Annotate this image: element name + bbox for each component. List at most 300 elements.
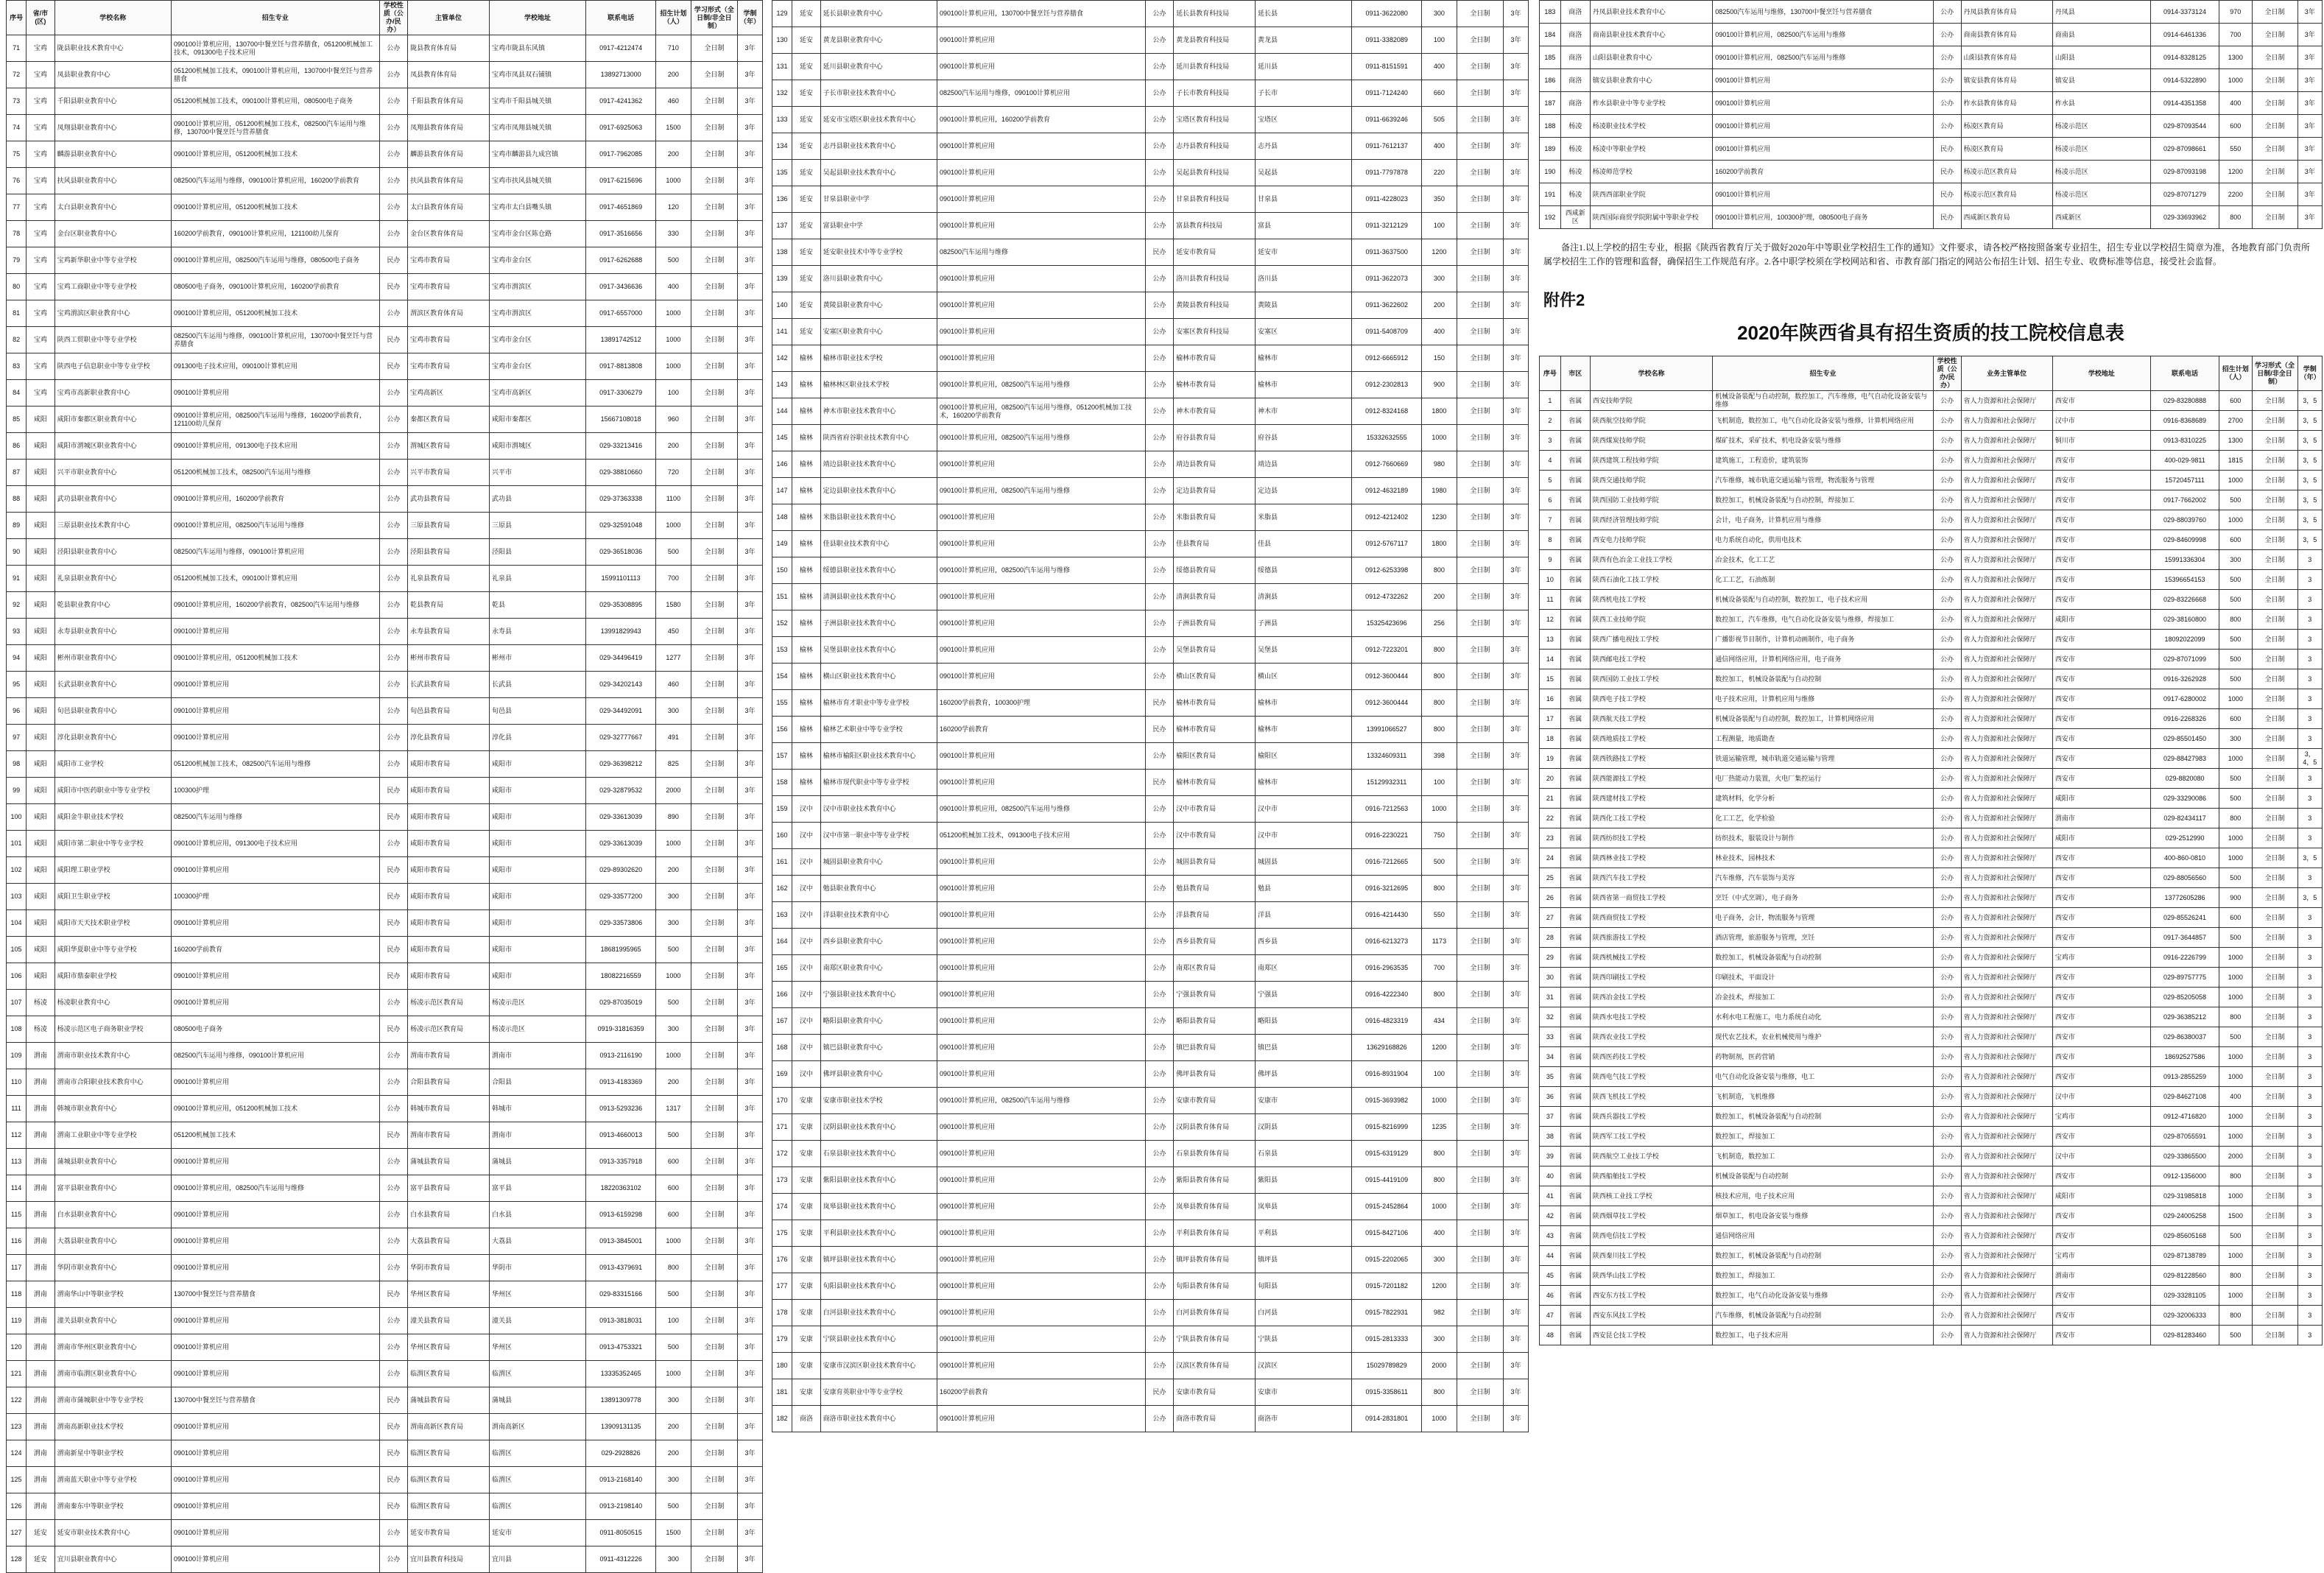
table-cell: 全日制 [691,274,737,300]
table-cell: 公办 [379,619,407,645]
table-cell: 1000 [1422,425,1457,451]
table-cell: 3年 [2297,138,2322,161]
table-cell: 500 [656,1281,691,1308]
table-cell: 25 [1540,868,1561,888]
table-cell: 全日制 [2252,510,2297,530]
table-cell: 107 [7,990,27,1016]
table-cell: 省属 [1560,1226,1590,1246]
table-cell: 090100计算机应用 [171,725,379,751]
table-cell: 15991101113 [586,566,656,592]
table-cell: 154 [772,664,792,690]
table-cell: 乾县 [489,592,585,619]
table-cell: 0911-8151591 [1352,54,1422,80]
table-cell: 3年 [1503,292,1528,319]
table-cell: 3年 [737,539,762,566]
table-cell: 0913-3818031 [586,1308,656,1334]
table-cell: 3年 [737,1308,762,1334]
table-row [7,1334,763,1361]
table-cell: 渭南市临渭区职业教育中心 [54,1361,171,1387]
table-cell: 宝鸡市金台区 [489,327,585,353]
table-cell: 3年 [1503,823,1528,849]
table-cell: 3 [2297,630,2322,650]
table-cell: 090100计算机应用 [937,266,1145,292]
table-cell: 陕西核工业技工学校 [1590,1186,1712,1206]
table-cell: 民办 [1933,206,1961,229]
table-cell: 省属 [1560,789,1590,809]
table-cell: 省属 [1560,709,1590,729]
table-cell: 安康 [792,1114,820,1141]
table-cell: 全日制 [691,1122,737,1149]
table-cell: 029-34496419 [586,645,656,672]
table-cell: 029-35308895 [586,592,656,619]
table-row [7,963,763,990]
table-cell: 公办 [379,566,407,592]
table-body [7,35,763,1573]
table-cell: 公办 [1145,1406,1173,1432]
table-cell: 全日制 [2252,24,2297,46]
table-cell: 3年 [737,619,762,645]
table-cell: 纺织技术，服装设计与制作 [1713,828,1934,848]
table-cell: 全日制 [2252,1166,2297,1186]
table-cell: 公办 [1145,398,1173,425]
table-cell: 500 [2219,650,2252,669]
table-cell: 民办 [379,1016,407,1043]
table-cell: 0913-2168140 [586,1467,656,1493]
table-cell: 陕西烟草技工学校 [1590,1206,1712,1226]
table-cell: 全日制 [2252,650,2297,669]
table-cell: 全日制 [2252,1306,2297,1326]
table-cell: 榆林市职业技术学校 [820,345,937,372]
table-cell: 渭南秦东中等职业学校 [54,1493,171,1520]
table-cell: 全日制 [2252,451,2297,471]
table-cell: 全日制 [691,1308,737,1334]
table-cell: 3年 [1503,1353,1528,1379]
table-cell: 公办 [379,1096,407,1122]
table-cell: 全日制 [691,672,737,698]
table-cell: 全日制 [1457,478,1503,504]
table-cell: 榆林 [792,345,820,372]
table-cell: 咸阳市教育局 [408,831,490,857]
table-cell: 陕西地质技工学校 [1590,729,1712,749]
table-cell: 029-84609998 [2150,530,2219,550]
table-cell: 350 [1422,186,1457,213]
table-cell: 民办 [379,1440,407,1467]
table-cell: 0911-3637500 [1352,239,1422,266]
table-cell: 公办 [1933,530,1961,550]
table-cell: 全日制 [1457,186,1503,213]
table-cell: 188 [1540,115,1561,138]
table-cell: 省人力资源和社会保障厅 [1961,570,2052,590]
table-cell: 甘泉县职业中学 [820,186,937,213]
table-cell: 71 [7,35,27,62]
table-cell: 公办 [1933,1047,1961,1067]
table-cell: 公办 [1933,848,1961,868]
table-cell: 029-32879532 [586,778,656,804]
table-cell: 600 [2219,709,2252,729]
table-cell: 300 [656,1387,691,1414]
table-cell: 3年 [1503,239,1528,266]
table-cell: 省人力资源和社会保障厅 [1961,769,2052,789]
table-cell: 13324609311 [1352,743,1422,770]
table-cell: 全日制 [2252,1067,2297,1087]
table-cell: 090100计算机应用 [1713,183,1934,206]
table-cell: 全日制 [691,407,737,433]
table-cell: 029-81228560 [2150,1266,2219,1286]
table-cell: 咸阳 [27,778,54,804]
table-cell: 全日制 [1457,398,1503,425]
table-cell: 128 [7,1546,27,1573]
table-cell: 全日制 [1457,743,1503,770]
table-row [1540,115,2323,138]
table-cell: 全日制 [691,1255,737,1281]
table-cell: 100 [656,380,691,407]
table-cell: 广播影视节目制作，计算机动画制作，电子商务 [1713,630,1934,650]
table-cell: 全日制 [691,115,737,141]
table-cell: 125 [7,1467,27,1493]
table-cell: 0912-2302813 [1352,372,1422,398]
table-row [1540,809,2323,828]
table-cell: 400 [1422,319,1457,345]
table-cell: 0915-3358611 [1352,1379,1422,1406]
table-row [772,1194,1529,1220]
table-row [7,1043,763,1069]
table-cell: 咸阳市 [489,963,585,990]
table-cell: 渭南市教育局 [408,1122,490,1149]
table-cell: 彬州市 [489,645,585,672]
table-cell: 省属 [1560,1166,1590,1186]
table-cell: 西安市 [2052,391,2150,411]
table-cell: 全日制 [1457,425,1503,451]
table-row [1540,769,2323,789]
table-cell: 公办 [379,1202,407,1228]
table-cell: 0917-6925063 [586,115,656,141]
table-cell: 256 [1422,610,1457,637]
table-cell: 160200学前教育 [937,717,1145,743]
table-cell: 090100计算机应用 [937,451,1145,478]
table-cell: 3年 [2297,115,2322,138]
table-cell: 汉中 [792,876,820,902]
table-row [7,645,763,672]
table-cell: 长武县职业教育中心 [54,672,171,698]
table-cell: 123 [7,1414,27,1440]
table-cell: 汉中 [792,902,820,929]
table-cell: 116 [7,1228,27,1255]
table-cell: 0912-4212402 [1352,504,1422,531]
table-cell: 扶风县职业教育中心 [54,168,171,194]
table-cell: 安塞区教育科技局 [1174,319,1256,345]
table-cell: 安康 [792,1326,820,1353]
table-cell: 公办 [379,1043,407,1069]
table-cell: 华阴市职业教育中心 [54,1255,171,1281]
table-cell: 700 [656,566,691,592]
table-cell: 全日制 [691,1281,737,1308]
table-cell: 咸阳市教育局 [408,937,490,963]
table-cell: 3 [2297,1186,2322,1206]
table-cell: 082500汽车运用与维修 [937,239,1145,266]
table-cell: 1 [1540,391,1561,411]
table-row [772,107,1529,133]
table-cell: 全日制 [1457,876,1503,902]
table-row [772,1061,1529,1088]
table-row [1540,391,2323,411]
table-cell: 164 [772,929,792,955]
table-cell: 咸阳市教育局 [408,751,490,778]
table-cell: 西安市 [2052,630,2150,650]
table-cell: 数控加工，焊接加工 [1713,1266,1934,1286]
table-cell: 民办 [379,1387,407,1414]
table-cell: 6 [1540,490,1561,510]
table-cell: 榆林林区职业技术学校 [820,372,937,398]
table-cell: 榆林市 [1255,690,1351,717]
table-cell: 公办 [379,831,407,857]
table-cell: 150 [1422,345,1457,372]
table-cell: 大荔县教育局 [408,1228,490,1255]
table-cell: 安康 [792,1247,820,1273]
table-cell: 杨凌示范区 [489,990,585,1016]
table-cell: 白河县职业技术教育中心 [820,1300,937,1326]
table-cell: 3年 [737,884,762,910]
table-cell: 柞水县职业中等专业学校 [1590,92,1712,115]
table-cell: 渭南 [27,1281,54,1308]
table-row [772,1406,1529,1432]
table-cell: 090100计算机应用 [937,160,1145,186]
table-cell: 153 [772,637,792,664]
table-cell: 3年 [1503,27,1528,54]
table-cell: 公办 [379,751,407,778]
table-cell: 省人力资源和社会保障厅 [1961,1147,2052,1166]
table-cell: 勉县 [1255,876,1351,902]
table-cell: 铜川市 [2052,431,2150,451]
table-cell: 090100计算机应用，082500汽车运用与维修 [1713,46,1934,69]
table-cell: 全日制 [1457,1061,1503,1088]
table-cell: 乾县职业教育中心 [54,592,171,619]
table-cell: 全日制 [2252,948,2297,968]
table-cell: 陕西航空工业技工学校 [1590,1147,1712,1166]
table-cell: 渭南市教育局 [408,1043,490,1069]
table-cell: 榆林市教育局 [1174,770,1256,796]
table-cell: 051200机械加工技术，090100计算机应用，130700中餐烹饪与营养膳食 [171,62,379,88]
table-cell: 800 [2219,1166,2252,1186]
table-cell: 镇坪县教育体育局 [1174,1247,1256,1273]
table-cell: 省属 [1560,1027,1590,1047]
table-cell: 省人力资源和社会保障厅 [1961,1306,2052,1326]
table-cell: 029-37363338 [586,486,656,513]
table-cell: 0917-6215696 [586,168,656,194]
table-cell: 全日制 [1457,637,1503,664]
table-cell: 大荔县 [489,1228,585,1255]
table-cell: 3年 [737,380,762,407]
table-cell: 全日制 [1457,584,1503,610]
table-cell: 省属 [1560,749,1590,769]
table-cell: 公办 [1145,80,1173,107]
table-cell: 800 [2219,809,2252,828]
table-row [1540,1007,2323,1027]
table-cell: 榆林艺术职业中等专业学校 [820,717,937,743]
table-cell: 0915-4419109 [1352,1167,1422,1194]
table-cell: 全日制 [691,141,737,168]
table-cell: 090100计算机应用 [937,1008,1145,1035]
table-cell: 3年 [737,698,762,725]
table-cell: 全日制 [1457,1300,1503,1326]
table-cell: 咸阳理工职业学校 [54,857,171,884]
table-cell: 全日制 [2252,709,2297,729]
table-cell: 省人力资源和社会保障厅 [1961,1047,2052,1067]
table-cell: 149 [772,531,792,557]
table-cell: 全日制 [2252,630,2297,650]
table-cell: 宝鸡市高新职业教育中心 [54,380,171,407]
table-cell: 090100计算机应用 [1713,92,1934,115]
table-cell: 090100计算机应用 [171,857,379,884]
table-cell: 省属 [1560,988,1590,1007]
table-cell: 汉阴县教育体育局 [1174,1114,1256,1141]
table-cell: 0911-3622080 [1352,1,1422,27]
table-cell: 3 [2297,1107,2322,1127]
table-cell: 090100计算机应用，091300电子技术应用 [171,433,379,460]
table-cell: 全日制 [691,433,737,460]
table-cell: 3年 [737,407,762,433]
table-cell: 全日制 [1457,1141,1503,1167]
table-cell: 97 [7,725,27,751]
table-cell: 省属 [1560,610,1590,630]
table-cell: 082500汽车运用与维修，090100计算机应用，160200学前教育 [171,168,379,194]
table-row [772,982,1529,1008]
table-cell: 渭南市 [489,1043,585,1069]
table-row [772,1220,1529,1247]
table-cell: 0917-7962085 [586,141,656,168]
table-cell: 渭南市 [2052,809,2150,828]
table-cell: 118 [7,1281,27,1308]
table-row [1540,1166,2323,1186]
table-cell: 咸阳市 [489,831,585,857]
table-cell: 公办 [379,168,407,194]
table-cell: 咸阳市秦都区 [489,407,585,433]
table-cell: 全日制 [2252,1266,2297,1286]
table-cell: 129 [772,1,792,27]
table-cell: 133 [772,107,792,133]
table-cell: 临渭区 [489,1361,585,1387]
table-cell: 全日制 [1457,80,1503,107]
table-cell: 平利县 [1255,1220,1351,1247]
table-cell: 公办 [1933,570,1961,590]
table-cell: 550 [1422,902,1457,929]
table-cell: 102 [7,857,27,884]
table-cell: 127 [7,1520,27,1546]
table-row [7,194,763,221]
table-cell: 公办 [1933,490,1961,510]
table-cell: 090100计算机应用 [937,54,1145,80]
table-cell: 省属 [1560,510,1590,530]
table-cell: 省人力资源和社会保障厅 [1961,1007,2052,1027]
table-cell: 白河县 [1255,1300,1351,1326]
table-row [772,1,1529,27]
table-cell: 0917-8813808 [586,353,656,380]
table-cell: 电子技术应用，计算机应用与维修 [1713,689,1934,709]
table-cell: 090100计算机应用，082500汽车运用与维修 [171,1175,379,1202]
table-cell: 3 [2297,928,2322,948]
table-cell: 3年 [2297,206,2322,229]
table-cell: 全日制 [691,513,737,539]
table-cell: 咸阳市天天技术职业学校 [54,910,171,937]
table-cell: 省人力资源和社会保障厅 [1961,1067,2052,1087]
table-row [772,531,1529,557]
table-cell: 咸阳 [27,884,54,910]
table-cell: 通信网络应用 [1713,1226,1934,1246]
table-cell: 乾县教育局 [408,592,490,619]
table-cell: 13891309778 [586,1387,656,1414]
table-cell: 3年 [1503,478,1528,504]
table-cell: 公办 [1145,1167,1173,1194]
table-cell: 全日制 [2252,809,2297,828]
table-cell: 900 [2219,888,2252,908]
table-cell: 陕西建材技工学校 [1590,789,1712,809]
table-cell: 省人力资源和社会保障厅 [1961,431,2052,451]
table-cell: 省人力资源和社会保障厅 [1961,1107,2052,1127]
table-cell: 榆林 [792,584,820,610]
table-cell: 0914-4351358 [2150,92,2219,115]
table-cell: 0912-7660669 [1352,451,1422,478]
table-cell: 3年 [1503,1167,1528,1194]
table-cell: 176 [772,1247,792,1273]
table-cell: 0919-31816359 [586,1016,656,1043]
table-cell: 定边县教育局 [1174,478,1256,504]
table-cell: 咸阳市中医药职业中等专业学校 [54,778,171,804]
table-row [1540,650,2323,669]
table-cell: 省属 [1560,828,1590,848]
table-cell: 0912-5767117 [1352,531,1422,557]
table-cell: 全日制 [691,486,737,513]
table-cell: 公办 [379,88,407,115]
table-cell: 商南县教育体育局 [1961,24,2052,46]
table-cell: 090100计算机应用，051200机械加工技术 [171,194,379,221]
table-cell: 吴堡县职业技术教育中心 [820,637,937,664]
table-cell: 0911-7612137 [1352,133,1422,160]
table-cell: 全日制 [691,884,737,910]
table-cell: 39 [1540,1147,1561,1166]
table-cell: 宝鸡市麟游县九成宫镇 [489,141,585,168]
table-cell: 800 [1422,557,1457,584]
table-cell: 杨凌 [27,1016,54,1043]
table-cell: 电气自动化设备安装与维修，电工 [1713,1067,1934,1087]
table-cell: 公办 [1145,1194,1173,1220]
table-cell: 陕西机械技工学校 [1590,948,1712,968]
table-cell: 咸阳 [27,513,54,539]
table-cell: 090100计算机应用 [937,902,1145,929]
table-cell: 府谷县 [1255,425,1351,451]
table-cell: 汽车维修，城市轨道交通运输与管理，物流服务与管理 [1713,471,1934,490]
table-cell: 110 [7,1069,27,1096]
table-cell: 400 [1422,133,1457,160]
table-cell: 150 [772,557,792,584]
table-row [1540,510,2323,530]
table-row [7,168,763,194]
table-row [772,1114,1529,1141]
table-cell: 全日制 [1457,107,1503,133]
table-cell: 省人力资源和社会保障厅 [1961,630,2052,650]
table-cell: 白水县教育局 [408,1202,490,1228]
table-cell: 公办 [379,1520,407,1546]
table-cell: 300 [656,1546,691,1573]
table-cell: 佛坪县职业教育中心 [820,1061,937,1088]
table-cell: 090100计算机应用 [937,743,1145,770]
table-cell: 090100计算机应用 [937,1247,1145,1273]
table-cell: 35 [1540,1067,1561,1087]
table-cell: 商洛市教育局 [1174,1406,1256,1432]
table-cell: 汉中市 [2052,1147,2150,1166]
table-cell: 陕西冶金技工学校 [1590,988,1712,1007]
table-cell: 0911-3622073 [1352,266,1422,292]
table-cell: 神木市职业技术教育中心 [820,398,937,425]
table-cell: 咸阳市 [489,937,585,963]
